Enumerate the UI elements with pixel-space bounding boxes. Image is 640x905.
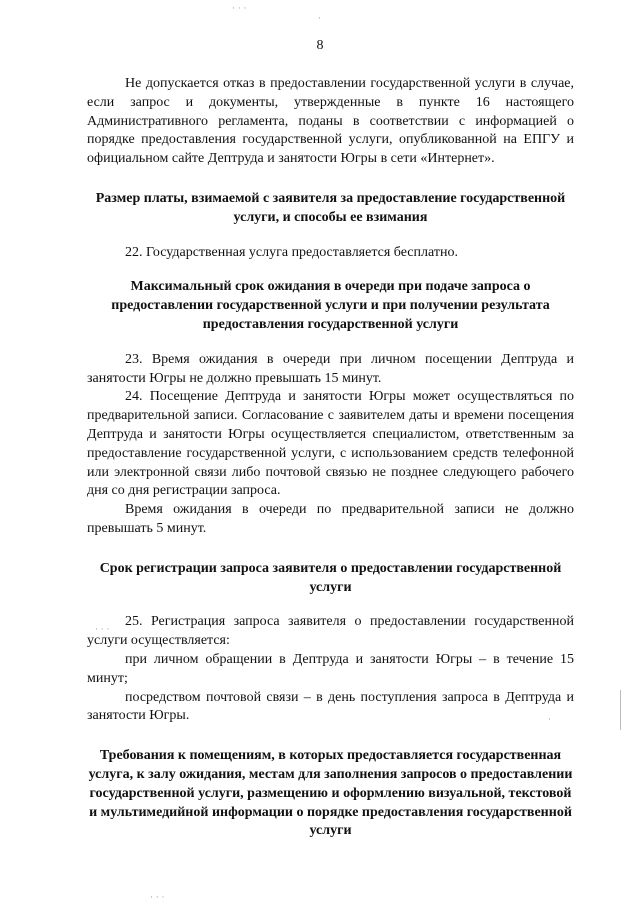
paragraph-refusal-not-allowed: Не допускается отказ в предоставлении государственной услуги в случае, если запрос и документы, утвержденные в пункте 16 настоящего Административного регламента, поданы в соответствии с информацией о порядке предоставления государственной услуги, опубликованной на ЕПГУ и официальном сайте Дептруда и занятости Югры в сети «Интернет».	[87, 76, 574, 167]
scan-artifact: ·	[548, 715, 551, 725]
heading-registration-term: Срок регистрации запроса заявителя о предоставлении государственной услуги	[99, 560, 562, 595]
heading-queue-time: Максимальный срок ожидания в очереди при подаче запроса о предоставлении государственной услуги и при получении результата предоставления государственной услуги	[111, 279, 550, 332]
paragraph-personal-visit: при личном обращении в Дептруда и занятости Югры – в течение 15 минут;	[87, 651, 574, 686]
paragraph-queue-appointment: Время ожидания в очереди по предварительной записи не должно превышать 5 минут.	[87, 502, 574, 536]
paragraph-postal: посредством почтовой связи – в день поступления запроса в Дептруда и занятости Югры.	[87, 689, 574, 724]
scan-edge-line	[620, 690, 621, 730]
scan-artifact: · · ·	[150, 893, 165, 903]
paragraph-23: 23. Время ожидания в очереди при личном посещении Дептруда и занятости Югры не должно превышать 15 минут.	[87, 351, 574, 386]
document-body	[87, 75, 574, 841]
paragraph-25: 25. Регистрация запроса заявителя о предоставлении государственной услуги осуществляется:	[87, 614, 574, 649]
scan-artifact: · · ·	[232, 4, 247, 14]
heading-premises-requirements: Требования к помещениям, в которых предоставляется государственная услуга, к залу ожидания, местам для заполнения запросов о предоставлении государственной услуги, размещению и оформлению визуальной, текстовой и мультимедийной информации о порядке предоставления государственной услуги	[88, 748, 573, 839]
scan-artifact: ·	[318, 14, 321, 24]
page-number: 8	[316, 38, 324, 53]
heading-fee: Размер платы, взимаемой с заявителя за предоставление государственной услуги, и способы ее взимания	[95, 190, 566, 225]
paragraph-24: 24. Посещение Дептруда и занятости Югры может осуществляться по предварительной записи. Согласование с заявителем даты и времени посещения Дептруда и занятости Югры осуществляется специалистом, ответственным за предоставление государственной услуги, с использованием средств телефонной или электронной связи либо почтовой связью не позднее следующего рабочего дня со дня регистрации запроса.	[87, 389, 574, 499]
paragraph-22: 22. Государственная услуга предоставляется бесплатно.	[125, 244, 458, 260]
scan-artifact: · · ·	[95, 625, 110, 635]
